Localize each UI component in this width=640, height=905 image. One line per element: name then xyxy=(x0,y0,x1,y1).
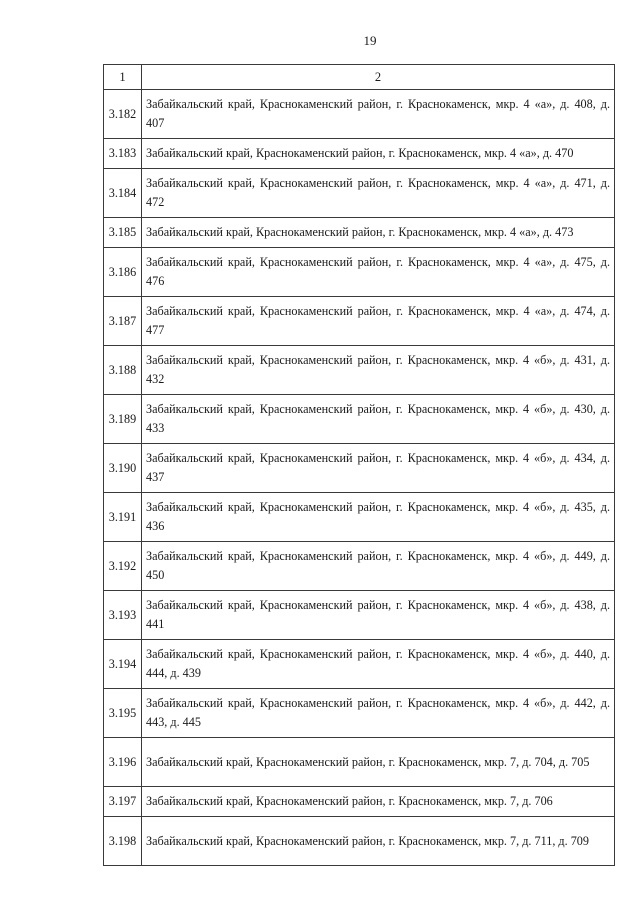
table-row xyxy=(104,395,615,444)
row-number: 3.194 xyxy=(104,640,142,689)
row-address: Забайкальский край, Краснокаменский район, г. Краснокаменск, мкр. 7, д. 704, д. 705 xyxy=(142,738,615,787)
table-row xyxy=(104,493,615,542)
row-address: Забайкальский край, Краснокаменский район, г. Краснокаменск, мкр. 4 «а», д. 471, д. 472 xyxy=(142,169,615,218)
row-number: 3.198 xyxy=(104,817,142,866)
table-row xyxy=(104,169,615,218)
table-row xyxy=(104,444,615,493)
row-number: 3.186 xyxy=(104,248,142,297)
table-row xyxy=(104,218,615,248)
row-number: 3.195 xyxy=(104,689,142,738)
page-number: 19 xyxy=(363,33,377,48)
table-row xyxy=(104,640,615,689)
row-address: Забайкальский край, Краснокаменский район, г. Краснокаменск, мкр. 4 «а», д. 470 xyxy=(142,139,615,169)
row-number: 3.197 xyxy=(104,787,142,817)
column-header-number: 1 xyxy=(104,65,142,90)
row-number: 3.190 xyxy=(104,444,142,493)
table-row xyxy=(104,139,615,169)
row-number: 3.192 xyxy=(104,542,142,591)
table-row xyxy=(104,787,615,817)
table-row xyxy=(104,689,615,738)
table-header-row xyxy=(104,65,615,90)
table-row xyxy=(104,591,615,640)
row-number: 3.193 xyxy=(104,591,142,640)
table-row xyxy=(104,297,615,346)
row-number: 3.188 xyxy=(104,346,142,395)
table-row xyxy=(104,817,615,866)
row-number: 3.184 xyxy=(104,169,142,218)
row-number: 3.185 xyxy=(104,218,142,248)
row-number: 3.182 xyxy=(104,90,142,139)
row-address: Забайкальский край, Краснокаменский район, г. Краснокаменск, мкр. 4 «б», д. 431, д. 432 xyxy=(142,346,615,395)
row-address: Забайкальский край, Краснокаменский район, г. Краснокаменск, мкр. 4 «а», д. 473 xyxy=(142,218,615,248)
row-number: 3.189 xyxy=(104,395,142,444)
row-number: 3.187 xyxy=(104,297,142,346)
row-address: Забайкальский край, Краснокаменский район, г. Краснокаменск, мкр. 4 «б», д. 449, д. 450 xyxy=(142,542,615,591)
column-header-address: 2 xyxy=(142,65,615,90)
row-address: Забайкальский край, Краснокаменский район, г. Краснокаменск, мкр. 4 «б», д. 434, д. 437 xyxy=(142,444,615,493)
row-address: Забайкальский край, Краснокаменский район, г. Краснокаменск, мкр. 4 «б», д. 440, д. 444, д. 439 xyxy=(142,640,615,689)
row-address: Забайкальский край, Краснокаменский район, г. Краснокаменск, мкр. 4 «а», д. 408, д. 407 xyxy=(142,90,615,139)
row-number: 3.196 xyxy=(104,738,142,787)
table-row xyxy=(104,248,615,297)
row-address: Забайкальский край, Краснокаменский район, г. Краснокаменск, мкр. 4 «б», д. 438, д. 441 xyxy=(142,591,615,640)
table-row xyxy=(104,542,615,591)
row-address: Забайкальский край, Краснокаменский район, г. Краснокаменск, мкр. 4 «а», д. 475, д. 476 xyxy=(142,248,615,297)
table-row xyxy=(104,738,615,787)
row-address: Забайкальский край, Краснокаменский район, г. Краснокаменск, мкр. 7, д. 706 xyxy=(142,787,615,817)
row-number: 3.191 xyxy=(104,493,142,542)
row-address: Забайкальский край, Краснокаменский район, г. Краснокаменск, мкр. 4 «а», д. 474, д. 477 xyxy=(142,297,615,346)
row-address: Забайкальский край, Краснокаменский район, г. Краснокаменск, мкр. 4 «б», д. 442, д. 443, д. 445 xyxy=(142,689,615,738)
table-row xyxy=(104,346,615,395)
row-number: 3.183 xyxy=(104,139,142,169)
row-address: Забайкальский край, Краснокаменский район, г. Краснокаменск, мкр. 4 «б», д. 435, д. 436 xyxy=(142,493,615,542)
table-row xyxy=(104,90,615,139)
address-table xyxy=(103,64,615,866)
row-address: Забайкальский край, Краснокаменский район, г. Краснокаменск, мкр. 7, д. 711, д. 709 xyxy=(142,817,615,866)
row-address: Забайкальский край, Краснокаменский район, г. Краснокаменск, мкр. 4 «б», д. 430, д. 433 xyxy=(142,395,615,444)
